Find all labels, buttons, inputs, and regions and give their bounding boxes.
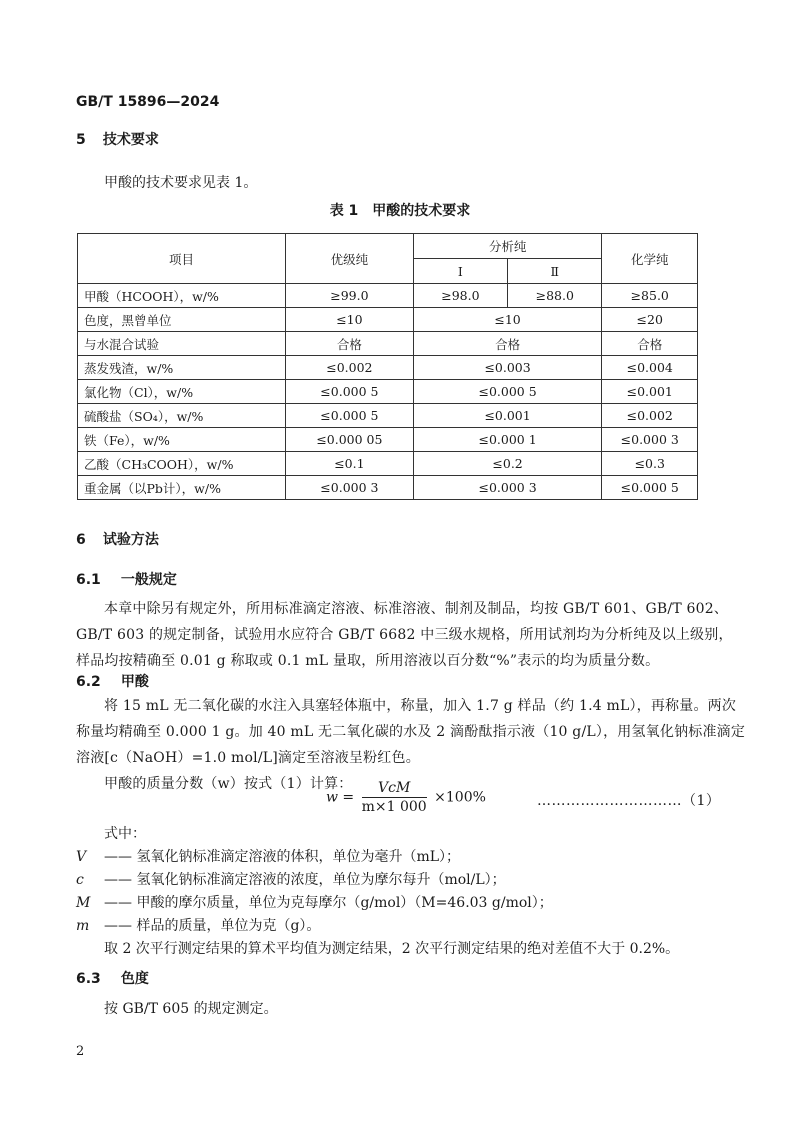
cell-ar: ≤0.000 3 [413, 476, 602, 500]
table-row [78, 428, 698, 452]
header-ar: 分析纯 [413, 234, 602, 259]
table-title: 表 1 甲酸的技术要求 [329, 203, 471, 219]
definition-symbol: V [76, 849, 87, 865]
header-gr: 优级纯 [286, 234, 414, 284]
cell-ar: ≤0.2 [413, 452, 602, 476]
section-number: 6.1 [76, 572, 101, 588]
cell-cp: ≤0.001 [602, 380, 698, 404]
cell-cp: ≥85.0 [602, 284, 698, 308]
cell-item: 硫酸盐（SO₄），w/% [78, 404, 286, 428]
cell-cp: ≤0.000 3 [602, 428, 698, 452]
cell-item: 铁（Fe），w/% [78, 428, 286, 452]
definition-text: —— 甲酸的摩尔质量，单位为克每摩尔（g/mol）（M=46.03 g/mol）； [104, 895, 553, 911]
formula-lhs: w = [326, 789, 355, 806]
cell-ar: 合格 [413, 332, 602, 356]
header-ar-2: Ⅱ [508, 259, 602, 284]
formula-tail: ×100% [434, 789, 486, 806]
section-6-1-body [76, 596, 733, 674]
page-number: 2 [76, 1044, 85, 1059]
definition-symbol: c [76, 872, 84, 888]
section-number: 6.3 [76, 971, 101, 987]
standard-code: GB/T 15896—2024 [76, 94, 220, 110]
cell-item: 重金属（以Pb计），w/% [78, 476, 286, 500]
result-statement: 取 2 次平行测定结果的算术平均值为测定结果，2 次平行测定结果的绝对差值不大于 0.2%。 [104, 941, 680, 957]
definition-row [76, 846, 460, 866]
formula-1 [326, 780, 486, 815]
table-row [78, 308, 698, 332]
section-6-2-heading [76, 671, 149, 691]
cell-item: 色度，黑曾单位 [78, 308, 286, 332]
paragraph-line: 称量均精确至 0.000 1 g。加 40 mL 无二氧化碳的水及 2 滴酚酞指示液（10 g/L），用氢氧化钠标准滴定 [76, 724, 746, 740]
cell-gr: ≤0.000 3 [286, 476, 414, 500]
section-title: 甲酸 [120, 674, 149, 690]
cell-item: 乙酸（CH₃COOH），w/% [78, 452, 286, 476]
cell-cp: ≤0.3 [602, 452, 698, 476]
definition-symbol: m [76, 918, 90, 934]
cell-ar: ≤0.003 [413, 356, 602, 380]
definition-text: —— 氢氧化钠标准滴定溶液的浓度，单位为摩尔每升（mol/L）； [104, 872, 506, 888]
cell-item: 氯化物（Cl），w/% [78, 380, 286, 404]
table-row [78, 452, 698, 476]
formula-denominator: m×1 000 [361, 799, 427, 815]
table-row [78, 380, 698, 404]
cell-ar: ≤0.000 5 [413, 380, 602, 404]
paragraph-line: 样品均按精确至 0.01 g 称取或 0.1 mL 量取，所用溶液以百分数“%”表示的均为质量分数。 [76, 653, 660, 669]
table-row [78, 404, 698, 428]
cell-ar1: ≥98.0 [413, 284, 507, 308]
section-5-heading [76, 129, 159, 149]
cell-item: 蒸发残渣，w/% [78, 356, 286, 380]
definition-text: —— 样品的质量，单位为克（g）。 [104, 918, 321, 934]
formula-fraction [362, 780, 427, 815]
where-label: 式中： [104, 826, 146, 842]
equation-number: …………………………（1） [537, 793, 721, 809]
cell-cp: ≤0.000 5 [602, 476, 698, 500]
section-title: 一般规定 [120, 572, 177, 588]
paragraph-line: 将 15 mL 无二氧化碳的水注入具塞轻体瓶中，称量，加入 1.7 g 样品（约 1.4 mL），再称量。两次 [104, 698, 737, 714]
section-6-3-heading [76, 968, 149, 988]
section-6-heading [76, 529, 159, 549]
cell-ar2: ≥88.0 [508, 284, 602, 308]
paragraph-line: 本章中除另有规定外，所用标准滴定溶液、标准溶液、制剂及制品，均按 GB/T 601、GB/T 602、 [104, 601, 729, 617]
cell-item: 与水混合试验 [78, 332, 286, 356]
cell-gr: ≤10 [286, 308, 414, 332]
table-header-row [78, 234, 698, 259]
table-row [78, 332, 698, 356]
cell-cp: ≤0.002 [602, 404, 698, 428]
cell-cp: ≤0.004 [602, 356, 698, 380]
cell-ar: ≤0.001 [413, 404, 602, 428]
calc-intro: 甲酸的质量分数（w）按式（1）计算： [104, 776, 353, 792]
formula-numerator: VcM [362, 780, 427, 798]
cell-gr: ≤0.002 [286, 356, 414, 380]
cell-ar: ≤10 [413, 308, 602, 332]
section-title: 试验方法 [102, 532, 159, 548]
section-number: 6.2 [76, 674, 101, 690]
section-number: 6 [76, 532, 86, 548]
paragraph-line: GB/T 603 的规定制备，试验用水应符合 GB/T 6682 中三级水规格，所用试剂均为分析纯及以上级别， [76, 627, 733, 643]
section-title: 技术要求 [102, 132, 159, 148]
definition-row [76, 915, 320, 935]
section-5-intro: 甲酸的技术要求见表 1。 [104, 175, 258, 191]
section-title: 色度 [120, 971, 149, 987]
definition-row [76, 892, 553, 912]
spec-table [77, 233, 698, 500]
definition-row [76, 869, 506, 889]
definition-symbol: M [76, 895, 91, 911]
cell-gr: ≥99.0 [286, 284, 414, 308]
header-cp: 化学纯 [602, 234, 698, 284]
cell-gr: ≤0.000 05 [286, 428, 414, 452]
cell-cp: ≤20 [602, 308, 698, 332]
cell-gr: ≤0.1 [286, 452, 414, 476]
header-ar-1: Ⅰ [413, 259, 507, 284]
section-6-1-heading [76, 569, 177, 589]
cell-gr: ≤0.000 5 [286, 404, 414, 428]
section-6-3-body: 按 GB/T 605 的规定测定。 [104, 1001, 278, 1017]
cell-item: 甲酸（HCOOH），w/% [78, 284, 286, 308]
cell-ar: ≤0.000 1 [413, 428, 602, 452]
cell-cp: 合格 [602, 332, 698, 356]
header-item: 项目 [78, 234, 286, 284]
table-row [78, 284, 698, 308]
table-row [78, 356, 698, 380]
section-number: 5 [76, 132, 86, 148]
table-row [78, 476, 698, 500]
cell-gr: 合格 [286, 332, 414, 356]
definition-text: —— 氢氧化钠标准滴定溶液的体积，单位为毫升（mL）； [104, 849, 461, 865]
cell-gr: ≤0.000 5 [286, 380, 414, 404]
paragraph-line: 溶液[c（NaOH）=1.0 mol/L]滴定至溶液呈粉红色。 [76, 750, 420, 766]
